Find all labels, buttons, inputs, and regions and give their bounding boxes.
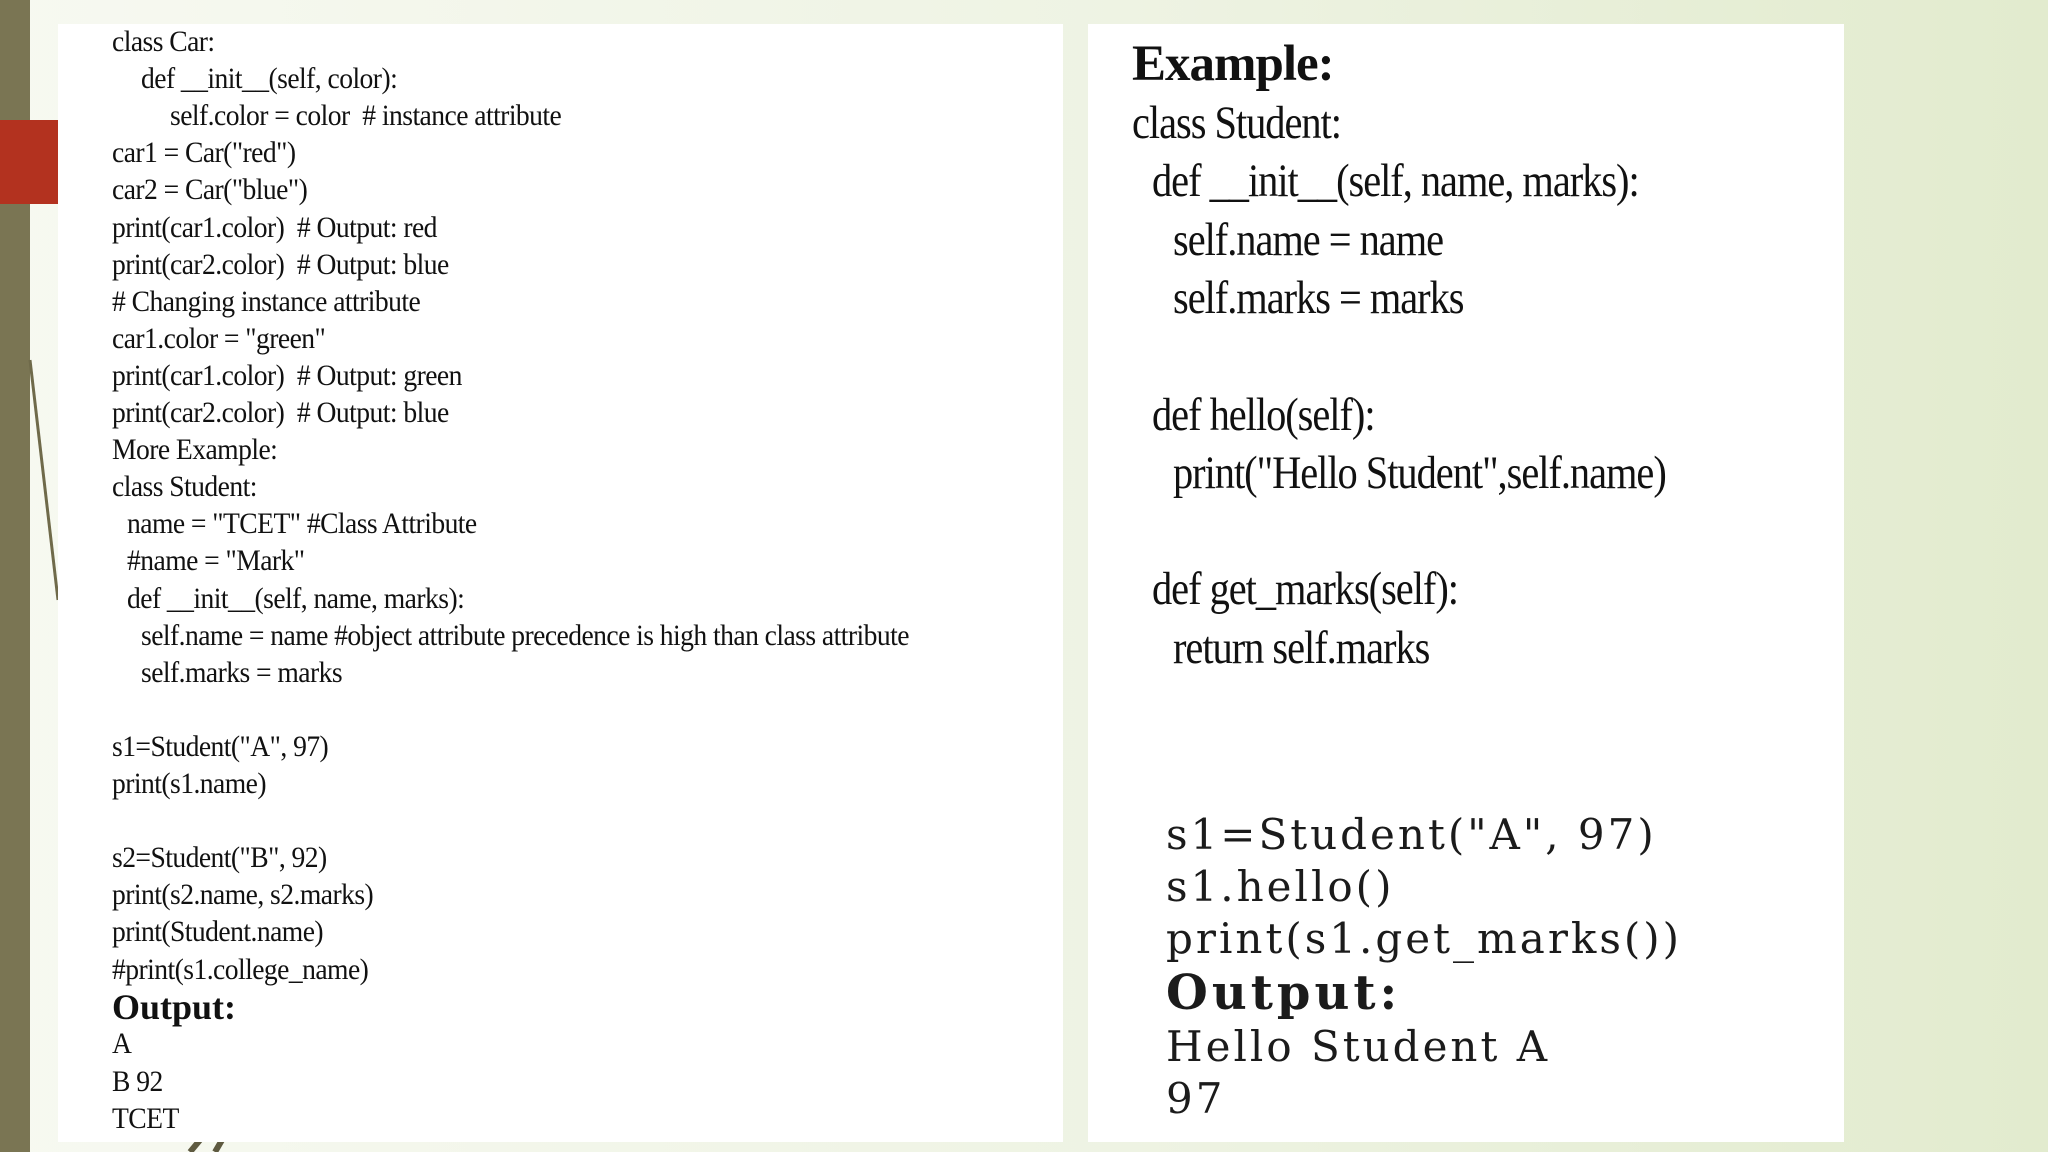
code-line: class Student: [112,470,257,504]
code-line: print(car1.color) # Output: green [112,358,462,392]
usage-line: s1.hello() [1166,862,1395,911]
code-line: car2 = Car("blue") [112,173,308,207]
code-line: def hello(self): [1152,388,1375,441]
output-line: 97 [1166,1074,1226,1123]
code-line: def __init__(self, color): [141,62,398,96]
code-line: s2=Student("B", 92) [112,841,327,875]
code-line: #name = "Mark" [126,544,305,578]
output-line: A [112,1027,132,1060]
code-line: def __init__(self, name, marks): [1152,155,1639,208]
output-heading: Output: [1166,965,1402,1021]
output-heading: Output: [112,987,237,1027]
code-line: def get_marks(self): [1152,563,1458,616]
red-accent-block [0,120,58,204]
code-line: More Example: [112,433,278,467]
right-example-panel [1088,24,1844,1142]
code-line: self.name = name #object attribute precedence is high than class attribute [141,618,909,652]
code-line: def __init__(self, name, marks): [126,581,464,615]
usage-line: s1=Student("A", 97) [1166,810,1657,859]
code-line: class Student: [1132,97,1341,149]
example-heading: Example: [1132,36,1334,92]
code-line: car1 = Car("red") [112,136,296,170]
code-line: self.marks = marks [141,655,343,689]
code-line: print(car2.color) # Output: blue [112,247,449,281]
code-line: self.name = name [1173,213,1444,266]
code-line: name = "TCET" #Class Attribute [126,507,477,541]
output-line: TCET [112,1102,179,1135]
code-line: self.marks = marks [1173,271,1464,324]
code-line: print(s1.name) [112,767,266,800]
code-line: car1.color = "green" [112,321,326,355]
code-line: class Car: [112,25,215,58]
code-line: return self.marks [1173,621,1430,674]
left-code-panel [58,24,1063,1142]
code-line: print(car1.color) # Output: red [112,210,437,244]
code-line: print("Hello Student",self.name) [1173,446,1666,499]
code-line: s1=Student("A", 97) [112,729,329,763]
code-line: self.color = color # instance attribute [170,99,562,133]
output-line: B 92 [112,1064,163,1098]
usage-line: print(s1.get_marks()) [1166,914,1683,963]
code-line: print(Student.name) [112,915,324,949]
code-line: print(s2.name, s2.marks) [112,878,374,912]
code-line: #print(s1.college_name) [112,952,369,986]
code-line: print(car2.color) # Output: blue [112,396,449,429]
output-line: Hello Student A [1166,1022,1551,1071]
code-line: # Changing instance attribute [112,284,421,318]
